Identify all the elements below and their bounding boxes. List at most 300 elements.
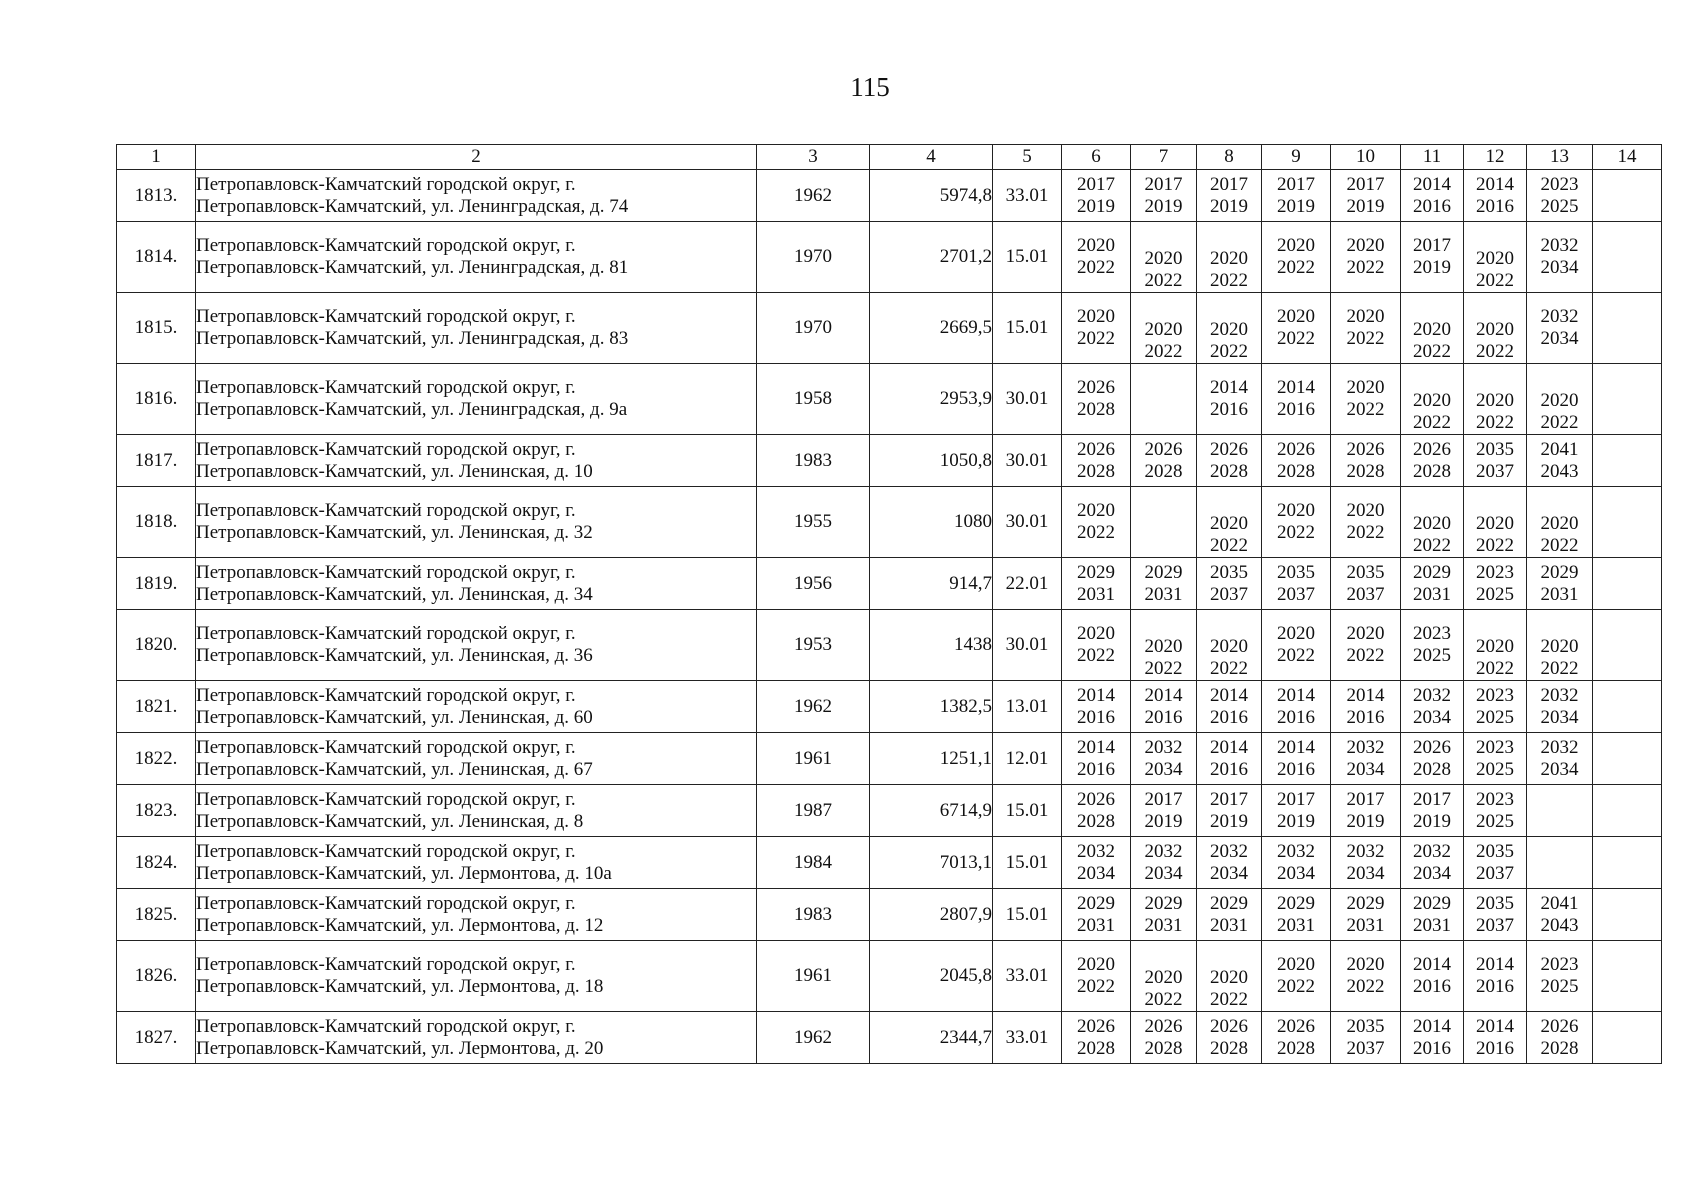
area-value: 1251,1 [870,733,993,785]
period-col-14 [1593,558,1662,610]
period-start: 2017 [1210,173,1248,195]
row-number: 1815. [117,293,196,364]
period-end: 2043 [1540,460,1579,482]
period-start: 2020 [1277,500,1315,521]
period-start: 2014 [1077,736,1115,758]
address-line-2: Петропавловск-Камчатский, ул. Лермонтова, д. 18 [196,976,604,997]
period-end: 2034 [1540,257,1579,278]
period-end: 2022 [1346,976,1385,997]
period-end: 2019 [1413,257,1451,278]
build-year: 1958 [757,364,870,435]
address-line-2: Петропавловск-Камчатский, ул. Лермонтова, д. 20 [196,1037,604,1059]
period-col-13 [1527,487,1593,558]
period-end: 2016 [1210,706,1248,728]
period-end: 2025 [1540,976,1579,997]
period-col-11 [1401,170,1464,222]
period-start: 2014 [1476,954,1514,975]
column-header-7: 7 [1131,145,1197,170]
address-line-2: Петропавловск-Камчатский, ул. Лермонтова, д. 10а [196,862,612,884]
row-number: 1825. [117,889,196,941]
period-col-14 [1593,610,1662,681]
period-start: 2020 [1346,377,1385,398]
column-header-8: 8 [1197,145,1262,170]
period-end: 2022 [1077,522,1115,543]
table-row [117,364,1662,435]
period-col-9 [1262,222,1331,293]
period-col-13 [1527,222,1593,293]
period-col-11 [1401,681,1464,733]
period-end: 2025 [1413,645,1451,666]
period-start: 2029 [1144,892,1183,914]
address-cell [196,610,757,681]
period-end: 2019 [1277,810,1315,832]
period-start: 2017 [1413,235,1451,256]
period-col-13 [1527,293,1593,364]
period-start: 2032 [1346,840,1385,862]
period-end: 2022 [1540,658,1579,679]
period-end: 2022 [1210,535,1248,556]
period-start: 2029 [1413,561,1451,583]
period-col-13 [1527,837,1593,889]
area-value: 2669,5 [870,293,993,364]
code-value: 33.01 [993,170,1062,222]
period-col-11 [1401,487,1464,558]
period-col-7 [1131,941,1197,1012]
period-end: 2031 [1346,914,1385,936]
code-value: 33.01 [993,941,1062,1012]
period-col-8 [1197,837,1262,889]
period-col-6 [1062,785,1131,837]
build-year: 1987 [757,785,870,837]
area-value: 2953,9 [870,364,993,435]
period-col-10 [1331,435,1401,487]
period-col-7 [1131,558,1197,610]
period-col-7 [1131,222,1197,293]
period-col-7 [1131,610,1197,681]
period-end: 2022 [1277,645,1315,666]
period-start: 2020 [1346,306,1385,327]
period-end: 2022 [1277,328,1315,349]
address-cell [196,170,757,222]
period-start: 2035 [1476,438,1514,460]
period-col-6 [1062,487,1131,558]
period-start: 2032 [1413,684,1451,706]
period-col-10 [1331,1012,1401,1064]
period-end: 2019 [1210,810,1248,832]
period-start: 2020 [1144,319,1183,340]
period-col-6 [1062,837,1131,889]
period-start: 2026 [1346,438,1385,460]
period-start: 2014 [1277,684,1315,706]
period-col-14 [1593,1012,1662,1064]
period-start: 2032 [1077,840,1115,862]
address-line-1: Петропавловск-Камчатский городской округ, г. [196,684,576,706]
period-start: 2026 [1540,1015,1579,1037]
period-end: 2022 [1346,328,1385,349]
area-value: 914,7 [870,558,993,610]
address-line-2: Петропавловск-Камчатский, ул. Ленинградская, д. 81 [196,257,629,278]
period-end: 2022 [1277,257,1315,278]
address-line-1: Петропавловск-Камчатский городской округ, г. [196,623,576,644]
period-col-9 [1262,435,1331,487]
period-end: 2034 [1346,758,1385,780]
period-start: 2014 [1476,173,1514,195]
build-year: 1984 [757,837,870,889]
period-end: 2031 [1144,914,1183,936]
column-header-6: 6 [1062,145,1131,170]
address-line-1: Петропавловск-Камчатский городской округ, г. [196,438,576,460]
period-end: 2016 [1277,706,1315,728]
period-end: 2034 [1540,758,1579,780]
period-end: 2028 [1413,758,1451,780]
period-start: 2020 [1476,319,1514,340]
period-col-9 [1262,558,1331,610]
period-end: 2019 [1277,195,1315,217]
period-start: 2023 [1540,954,1579,975]
period-col-10 [1331,785,1401,837]
area-value: 1050,8 [870,435,993,487]
code-value: 33.01 [993,1012,1062,1064]
period-col-10 [1331,222,1401,293]
address-cell [196,889,757,941]
period-col-8 [1197,222,1262,293]
column-header-14: 14 [1593,145,1662,170]
column-header-13: 13 [1527,145,1593,170]
period-col-10 [1331,364,1401,435]
column-header-5: 5 [993,145,1062,170]
period-end: 2028 [1277,460,1315,482]
period-col-10 [1331,293,1401,364]
address-cell [196,941,757,1012]
address-line-2: Петропавловск-Камчатский, ул. Лермонтова, д. 12 [196,914,604,936]
period-start: 2020 [1077,500,1115,521]
period-end: 2031 [1077,583,1115,605]
period-col-14 [1593,170,1662,222]
period-start: 2029 [1210,892,1248,914]
period-end: 2028 [1413,460,1451,482]
period-col-13 [1527,610,1593,681]
period-end: 2043 [1540,914,1579,936]
period-col-12 [1464,558,1527,610]
build-year: 1970 [757,293,870,364]
address-cell [196,364,757,435]
period-end: 2016 [1476,1037,1514,1059]
period-start: 2017 [1346,788,1385,810]
build-year: 1970 [757,222,870,293]
period-col-9 [1262,733,1331,785]
period-start: 2032 [1346,736,1385,758]
period-col-14 [1593,837,1662,889]
period-col-6 [1062,222,1131,293]
period-col-13 [1527,733,1593,785]
period-start: 2020 [1210,513,1248,534]
period-start: 2029 [1540,561,1579,583]
period-col-7 [1131,487,1197,558]
period-start: 2020 [1476,636,1514,657]
period-end: 2022 [1476,412,1514,433]
period-start: 2035 [1346,1015,1385,1037]
period-col-6 [1062,293,1131,364]
period-start: 2032 [1144,840,1183,862]
address-cell [196,681,757,733]
period-col-11 [1401,435,1464,487]
address-line-2: Петропавловск-Камчатский, ул. Ленинская, д. 32 [196,522,593,543]
period-col-7 [1131,785,1197,837]
row-number: 1819. [117,558,196,610]
period-start: 2026 [1277,1015,1315,1037]
period-start: 2023 [1413,623,1451,644]
column-header-2: 2 [196,145,757,170]
period-start: 2023 [1540,173,1579,195]
period-start: 2017 [1144,788,1183,810]
period-end: 2025 [1476,706,1514,728]
period-col-12 [1464,1012,1527,1064]
period-start: 2020 [1077,306,1115,327]
period-col-8 [1197,681,1262,733]
period-start: 2014 [1277,736,1315,758]
code-value: 15.01 [993,889,1062,941]
period-col-6 [1062,941,1131,1012]
period-start: 2020 [1413,319,1451,340]
period-end: 2022 [1346,399,1385,420]
period-end: 2022 [1210,270,1248,291]
row-number: 1813. [117,170,196,222]
period-col-7 [1131,837,1197,889]
table-row [117,558,1662,610]
table-row [117,293,1662,364]
period-col-14 [1593,293,1662,364]
row-number: 1827. [117,1012,196,1064]
build-year: 1961 [757,941,870,1012]
period-col-11 [1401,222,1464,293]
period-start: 2017 [1077,173,1115,195]
period-end: 2028 [1144,460,1183,482]
period-start: 2020 [1210,319,1248,340]
period-col-7 [1131,435,1197,487]
period-end: 2022 [1144,341,1183,362]
address-line-2: Петропавловск-Камчатский, ул. Ленинградская, д. 9а [196,399,628,420]
period-start: 2020 [1476,513,1514,534]
table-row [117,170,1662,222]
period-start: 2020 [1540,636,1579,657]
period-col-9 [1262,293,1331,364]
code-value: 30.01 [993,610,1062,681]
address-line-1: Петропавловск-Камчатский городской округ, г. [196,954,576,975]
period-start: 2020 [1277,306,1315,327]
period-col-14 [1593,364,1662,435]
period-end: 2031 [1077,914,1115,936]
table-row [117,941,1662,1012]
period-col-6 [1062,364,1131,435]
period-start: 2026 [1277,438,1315,460]
period-start: 2017 [1144,173,1183,195]
period-col-8 [1197,733,1262,785]
period-start: 2014 [1413,954,1451,975]
period-start: 2017 [1413,788,1451,810]
period-start: 2029 [1077,561,1115,583]
period-end: 2022 [1210,989,1248,1010]
period-end: 2022 [1540,535,1579,556]
period-col-6 [1062,889,1131,941]
period-start: 2014 [1346,684,1385,706]
period-start: 2035 [1476,840,1514,862]
code-value: 30.01 [993,487,1062,558]
period-start: 2017 [1277,173,1315,195]
period-end: 2037 [1210,583,1248,605]
row-number: 1818. [117,487,196,558]
period-end: 2016 [1144,706,1183,728]
period-start: 2020 [1210,248,1248,269]
period-end: 2016 [1077,758,1115,780]
period-col-10 [1331,170,1401,222]
period-start: 2035 [1346,561,1385,583]
period-col-11 [1401,293,1464,364]
build-year: 1956 [757,558,870,610]
period-end: 2034 [1413,706,1451,728]
housing-registry-table [116,144,1662,1064]
period-end: 2028 [1077,810,1115,832]
period-col-8 [1197,558,1262,610]
period-end: 2016 [1413,1037,1451,1059]
build-year: 1983 [757,889,870,941]
row-number: 1824. [117,837,196,889]
period-start: 2014 [1210,377,1248,398]
period-col-14 [1593,785,1662,837]
period-start: 2026 [1077,788,1115,810]
period-col-8 [1197,941,1262,1012]
period-col-6 [1062,610,1131,681]
period-start: 2020 [1476,390,1514,411]
period-col-13 [1527,1012,1593,1064]
period-end: 2025 [1540,195,1579,217]
period-start: 2035 [1476,892,1514,914]
period-col-8 [1197,170,1262,222]
period-end: 2034 [1144,758,1183,780]
period-start: 2032 [1413,840,1451,862]
period-end: 2022 [1413,535,1451,556]
row-number: 1817. [117,435,196,487]
period-end: 2025 [1476,758,1514,780]
period-end: 2019 [1346,195,1385,217]
period-end: 2034 [1077,862,1115,884]
period-col-12 [1464,222,1527,293]
period-end: 2022 [1346,645,1385,666]
period-end: 2034 [1540,328,1579,349]
period-col-9 [1262,889,1331,941]
area-value: 7013,1 [870,837,993,889]
row-number: 1820. [117,610,196,681]
period-end: 2031 [1413,583,1451,605]
period-col-13 [1527,170,1593,222]
period-col-13 [1527,785,1593,837]
area-value: 5974,8 [870,170,993,222]
period-end: 2022 [1210,658,1248,679]
table-row [117,889,1662,941]
period-col-14 [1593,889,1662,941]
period-col-8 [1197,487,1262,558]
period-start: 2020 [1277,235,1315,256]
address-line-1: Петропавловск-Камчатский городской округ, г. [196,892,576,914]
address-line-2: Петропавловск-Камчатский, ул. Ленинская, д. 10 [196,460,593,482]
period-end: 2028 [1210,1037,1248,1059]
build-year: 1962 [757,1012,870,1064]
period-start: 2014 [1413,173,1451,195]
period-col-13 [1527,364,1593,435]
period-start: 2017 [1277,788,1315,810]
period-end: 2022 [1476,341,1514,362]
address-line-1: Петропавловск-Камчатский городской округ, г. [196,235,576,256]
address-cell [196,435,757,487]
period-end: 2028 [1210,460,1248,482]
table-row [117,610,1662,681]
build-year: 1983 [757,435,870,487]
period-end: 2028 [1277,1037,1315,1059]
period-end: 2022 [1077,976,1115,997]
period-col-9 [1262,941,1331,1012]
period-col-10 [1331,681,1401,733]
period-col-14 [1593,733,1662,785]
period-start: 2014 [1077,684,1115,706]
period-col-12 [1464,681,1527,733]
period-col-13 [1527,435,1593,487]
area-value: 1382,5 [870,681,993,733]
period-end: 2034 [1144,862,1183,884]
period-end: 2016 [1413,976,1451,997]
period-start: 2026 [1077,377,1115,398]
period-start: 2017 [1346,173,1385,195]
address-cell [196,558,757,610]
period-col-8 [1197,610,1262,681]
period-end: 2028 [1077,460,1115,482]
period-start: 2020 [1210,636,1248,657]
period-start: 2020 [1346,500,1385,521]
area-value: 1438 [870,610,993,681]
period-start: 2035 [1277,561,1315,583]
period-end: 2022 [1476,535,1514,556]
address-line-1: Петропавловск-Камчатский городской округ, г. [196,377,576,398]
period-start: 2020 [1476,248,1514,269]
period-col-12 [1464,610,1527,681]
period-col-9 [1262,1012,1331,1064]
column-header-4: 4 [870,145,993,170]
period-end: 2037 [1476,460,1514,482]
code-value: 15.01 [993,222,1062,293]
period-end: 2016 [1277,758,1315,780]
address-cell [196,222,757,293]
period-col-10 [1331,733,1401,785]
column-header-1: 1 [117,145,196,170]
period-end: 2031 [1144,583,1183,605]
period-col-11 [1401,733,1464,785]
period-end: 2019 [1346,810,1385,832]
area-value: 1080 [870,487,993,558]
period-end: 2016 [1210,399,1248,420]
address-line-1: Петропавловск-Камчатский городской округ, г. [196,500,576,521]
row-number: 1814. [117,222,196,293]
period-end: 2031 [1540,583,1579,605]
period-col-7 [1131,889,1197,941]
period-col-8 [1197,889,1262,941]
build-year: 1962 [757,170,870,222]
period-start: 2032 [1277,840,1315,862]
address-line-1: Петропавловск-Камчатский городской округ, г. [196,788,576,810]
period-col-8 [1197,785,1262,837]
build-year: 1953 [757,610,870,681]
period-col-13 [1527,941,1593,1012]
period-start: 2035 [1210,561,1248,583]
period-col-9 [1262,785,1331,837]
period-end: 2022 [1077,257,1115,278]
